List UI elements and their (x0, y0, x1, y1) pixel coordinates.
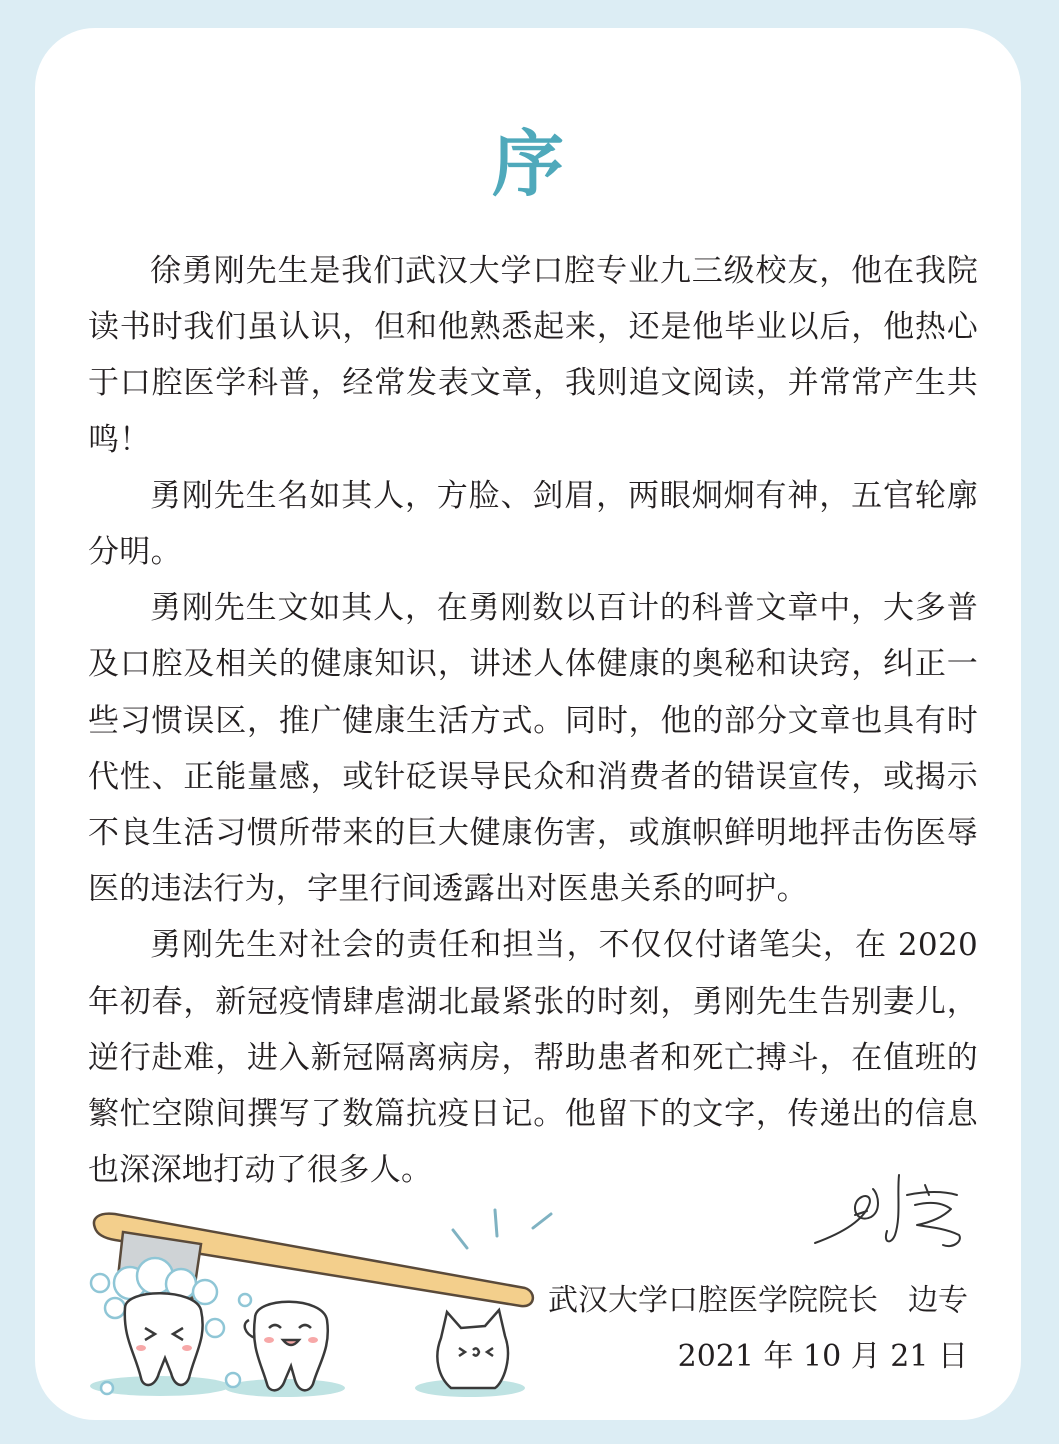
date-line: 2021 年 10 月 21 日 (677, 1339, 968, 1374)
paragraph-1: 徐勇刚先生是我们武汉大学口腔专业九三级校友，他在我院读书时我们虽认识，但和他熟悉起来，还是他毕业以后，他热心于口腔医学科普，经常发表文章，我则追文阅读，并常常产生共鸣！ (88, 253, 978, 458)
handwritten-signature (807, 1165, 987, 1255)
paragraph-4: 勇刚先生对社会的责任和担当，不仅仅付诸笔尖，在 2020 年初春，新冠疫情肆虐湖北最紧张的时刻，勇刚先生告别妻儿，逆行赴难，进入新冠隔离病房，帮助患者和死亡搏斗，在值班的繁忙空隙间撰写了数篇抗疫日记。他留下的文字，传递出的信息也深深地打动了很多人。 (88, 927, 978, 1189)
paragraph-2: 勇刚先生名如其人，方脸、剑眉，两眼炯炯有神，五官轮廓分明。 (88, 477, 978, 571)
signer-line: 武汉大学口腔医学院院长 边专 (548, 1283, 968, 1318)
toothbrush-illustration (55, 1188, 555, 1403)
preface-body (88, 243, 978, 1198)
paragraph-3: 勇刚先生文如其人，在勇刚数以百计的科普文章中，大多普及口腔及相关的健康知识，讲述人体健康的奥秘和诀窍，纠正一些习惯误区，推广健康生活方式。同时，他的部分文章也具有时代性、正能量感，或针砭误导民众和消费者的错误宣传，或揭示不良生活习惯所带来的巨大健康伤害，或旗帜鲜明地抨击伤医辱医的违法行为，字里行间透露出对医患关系的呵护。 (88, 590, 978, 908)
tooth-character-icon (245, 1302, 328, 1391)
alert-lines-icon (453, 1210, 551, 1248)
preface-card (35, 28, 1021, 1420)
page-title: 序 (491, 122, 564, 206)
tooth-character-icon (437, 1310, 508, 1388)
tooth-character-icon (125, 1293, 203, 1385)
